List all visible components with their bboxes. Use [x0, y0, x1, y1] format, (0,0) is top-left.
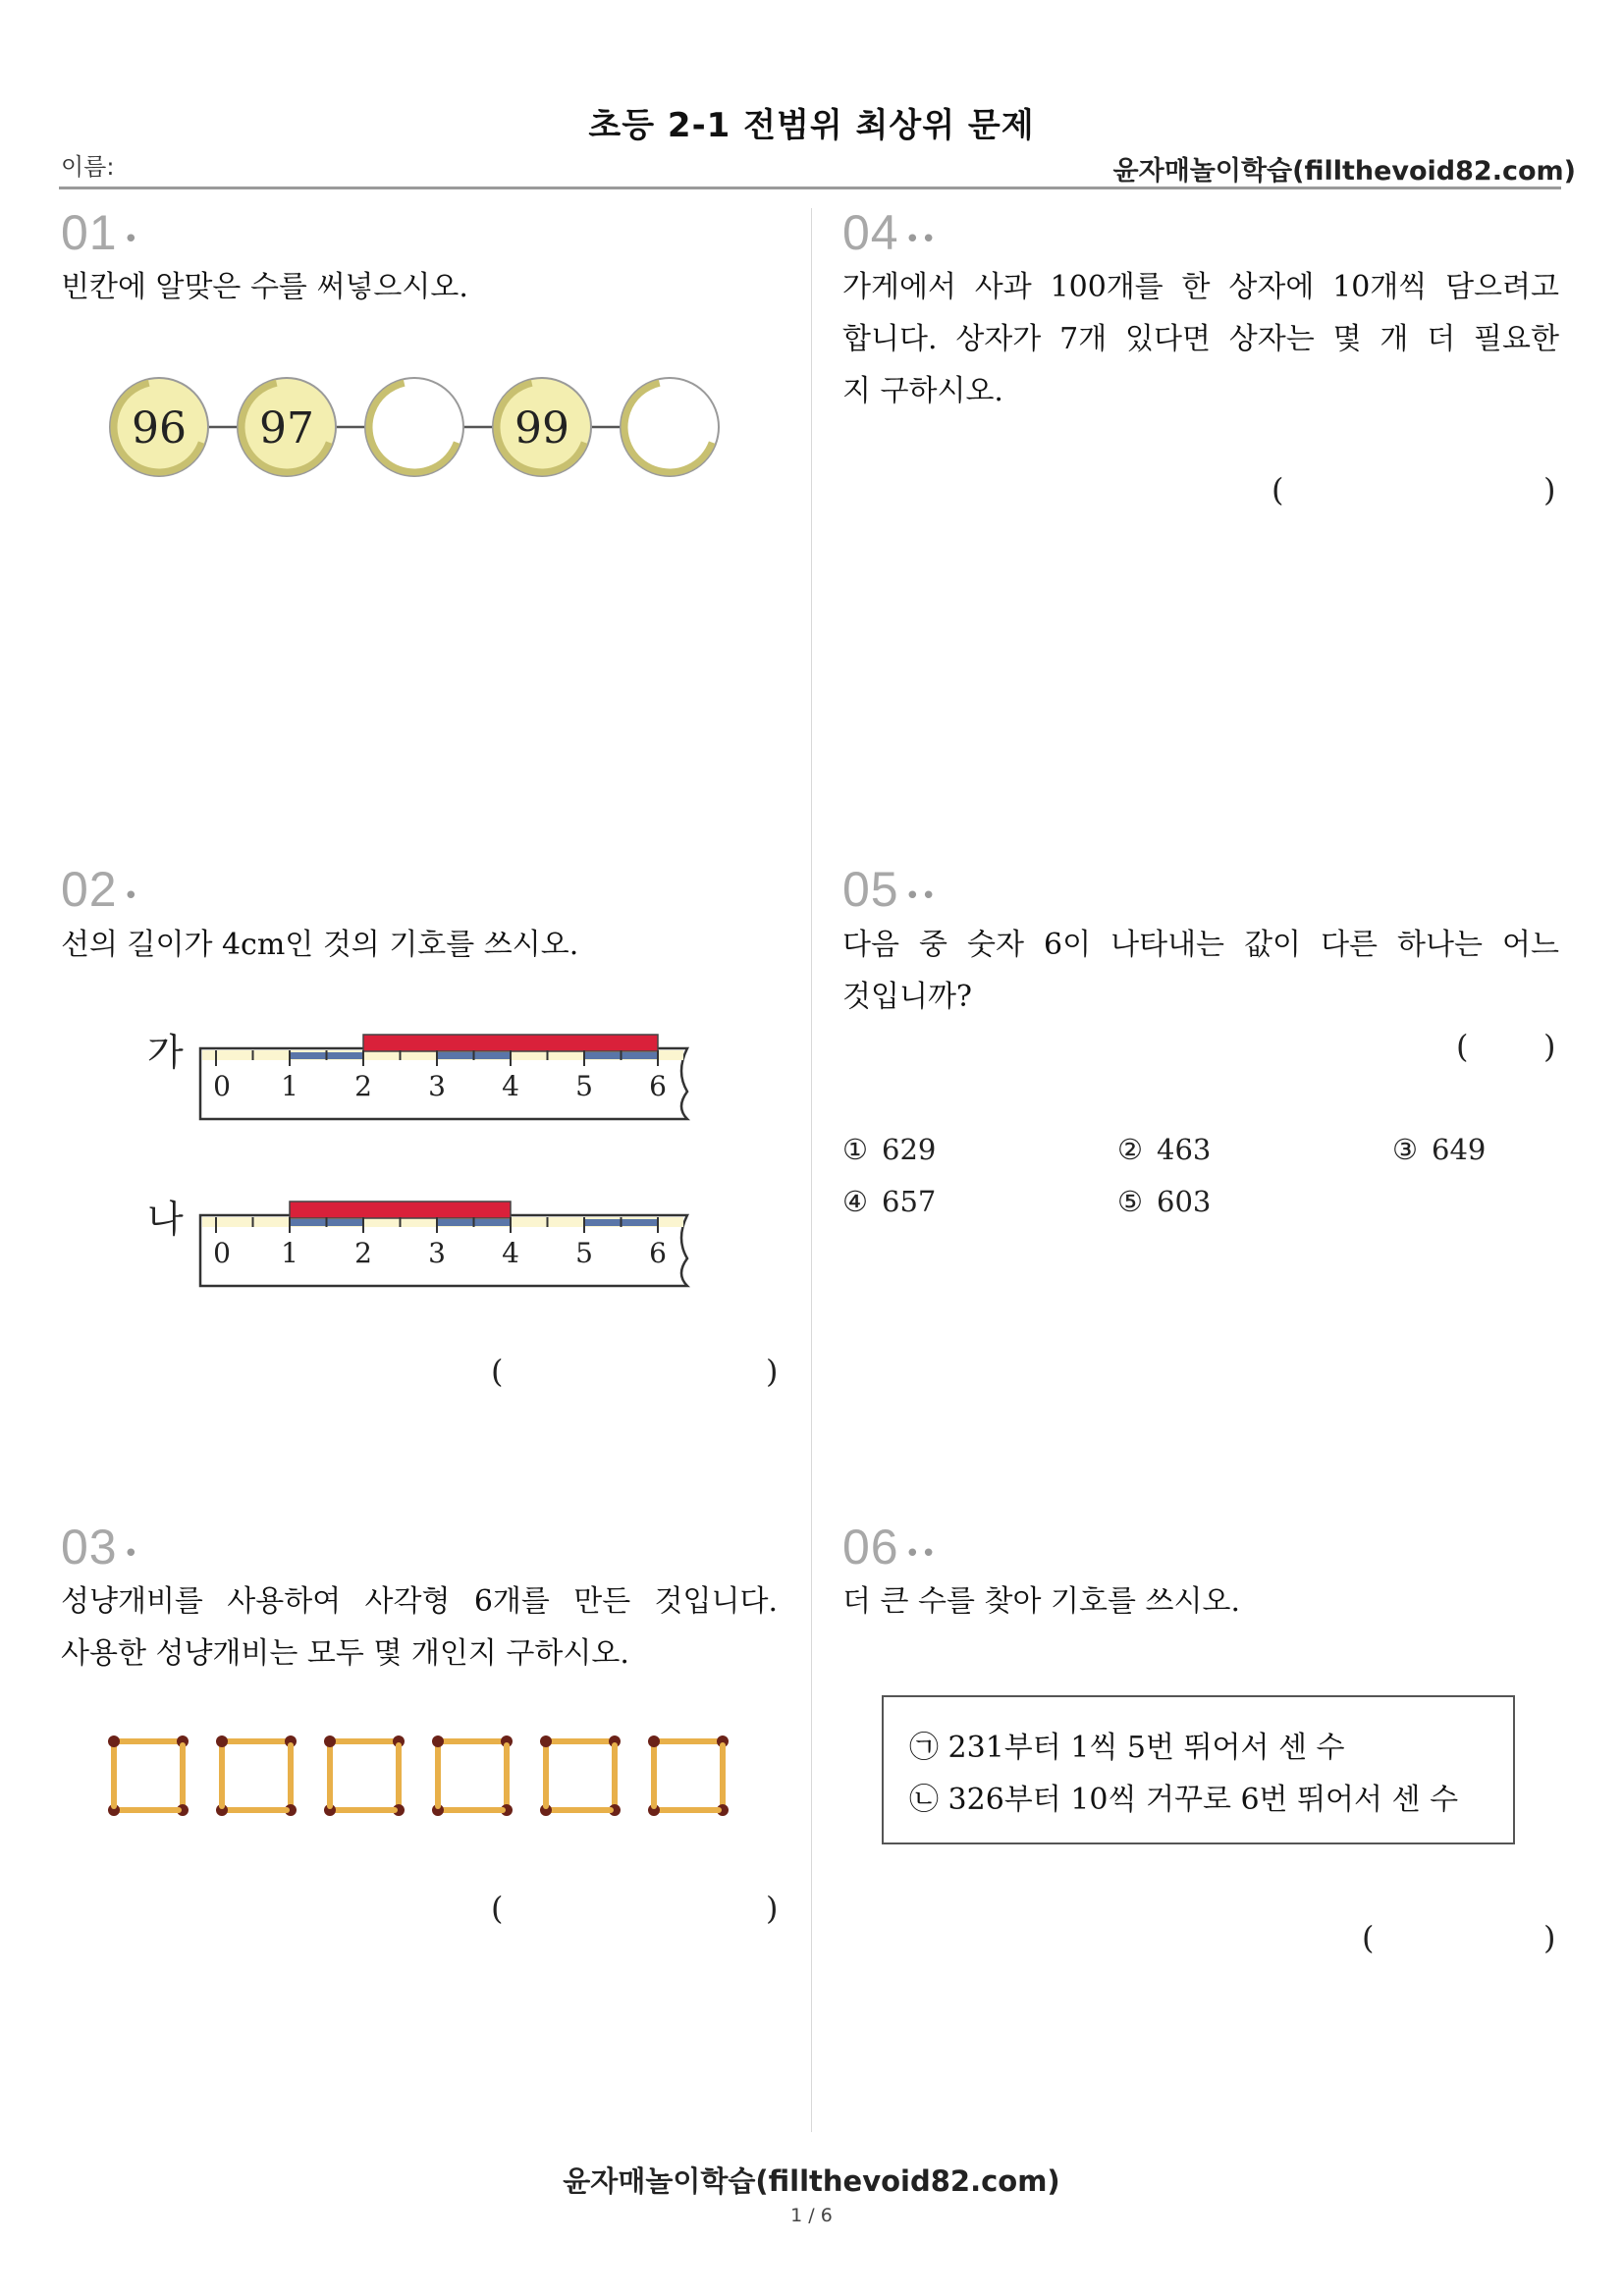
- choice-marker: ⑤: [1117, 1185, 1143, 1218]
- q03-number: 03: [61, 1520, 118, 1575]
- q05-answer-close: ): [1543, 1028, 1556, 1065]
- ruler-tick-label: 0: [213, 1237, 231, 1269]
- q02-text: 선의 길이가 4cm인 것의 기호를 쓰시오.: [61, 928, 579, 962]
- q06-number: 06: [842, 1520, 899, 1575]
- q06-box-item-2: [909, 1775, 1458, 1818]
- ruler-tick-label: 4: [502, 1070, 519, 1102]
- q05-difficulty-dots: ••: [904, 881, 938, 911]
- q06-answer-close: ): [1543, 1919, 1556, 1956]
- q02-answer-open: (: [491, 1353, 504, 1390]
- choice-value: 629: [882, 1133, 937, 1166]
- choice-marker: ③: [1392, 1133, 1418, 1166]
- chain-number: 97: [259, 403, 314, 454]
- q04-answer-open: (: [1271, 471, 1284, 508]
- q04-text-line-1: 가게에서 사과 100개를 한 상자에 10개씩 담으려고: [842, 270, 1559, 304]
- q02-number: 02: [61, 862, 118, 917]
- q05-number: 05: [842, 862, 899, 917]
- choice-marker: ①: [842, 1133, 868, 1166]
- q06-condition-box: [882, 1695, 1515, 1844]
- q01-number: 01: [61, 205, 118, 260]
- box-item-marker: ㉠: [909, 1731, 939, 1765]
- ruler-label: 가: [147, 1031, 184, 1074]
- ruler-tick-label: 5: [575, 1237, 593, 1269]
- choice-value: 463: [1157, 1133, 1212, 1166]
- ruler-tick-label: 2: [354, 1237, 372, 1269]
- choice-marker: ②: [1117, 1133, 1143, 1166]
- question-02-number: [61, 861, 139, 918]
- matchstick-head: [324, 1735, 336, 1747]
- ruler-label: 나: [147, 1198, 184, 1241]
- q03-difficulty-dots: •: [123, 1539, 139, 1569]
- q02-difficulty-dots: •: [123, 881, 139, 911]
- q06-answer-open: (: [1362, 1919, 1375, 1956]
- ruler-tick-label: 4: [502, 1237, 519, 1269]
- ruler-measured-line: [363, 1035, 658, 1051]
- box-item-marker: ㉡: [909, 1783, 939, 1817]
- box-item-text: 231부터 1씩 5번 뛰어서 센 수: [947, 1731, 1345, 1765]
- question-05-number: [842, 861, 937, 918]
- q01-number-chain: [98, 368, 746, 486]
- footer-brand: 윤자매놀이학습(fillthevoid82.com): [563, 2164, 1060, 2198]
- matchstick-head: [108, 1735, 120, 1747]
- q05-choice-1[interactable]: [842, 1133, 936, 1166]
- q03-text-line-1: 성냥개비를 사용하여 사각형 6개를 만든 것입니다.: [61, 1584, 778, 1619]
- q04-answer-close: ): [1543, 471, 1556, 508]
- q06-text: 더 큰 수를 찾아 기호를 쓰시오.: [842, 1584, 1240, 1619]
- ruler-tick-label: 3: [428, 1237, 446, 1269]
- ruler-tick-label: 6: [649, 1237, 667, 1269]
- ruler-tick-label: 1: [281, 1070, 298, 1102]
- q04-text-line-3: 지 구하시오.: [842, 374, 1003, 408]
- ruler-tick-label: 0: [213, 1070, 231, 1102]
- matchstick-head: [540, 1735, 552, 1747]
- q04-text-line-2: 합니다. 상자가 7개 있다면 상자는 몇 개 더 필요한: [842, 322, 1559, 356]
- q05-choice-2[interactable]: [1117, 1133, 1211, 1166]
- q03-matchstick-squares: [98, 1728, 746, 1826]
- q05-text-line-1: 다음 중 숫자 6이 나타내는 값이 다른 하나는 어느: [842, 928, 1559, 962]
- box-item-text: 326부터 10씩 거꾸로 6번 뛰어서 센 수: [947, 1783, 1459, 1817]
- choice-value: 649: [1432, 1133, 1487, 1166]
- q01-text: 빈칸에 알맞은 수를 써넣으시오.: [61, 270, 468, 304]
- page-number: 1 / 6: [790, 2205, 833, 2226]
- q02-answer-close: ): [766, 1353, 779, 1390]
- ruler-tick-label: 6: [649, 1070, 667, 1102]
- choice-value: 657: [882, 1185, 937, 1218]
- matchstick-head: [648, 1735, 660, 1747]
- q05-choice-4[interactable]: [842, 1185, 936, 1218]
- q01-difficulty-dots: •: [123, 225, 139, 254]
- chain-number: 96: [132, 403, 187, 454]
- name-label: 이름:: [61, 153, 115, 181]
- choice-value: 603: [1157, 1185, 1212, 1218]
- choice-marker: ④: [842, 1185, 868, 1218]
- q05-text-line-2: 것입니까?: [842, 980, 973, 1014]
- header-rule: [59, 187, 1561, 189]
- q05-answer-open: (: [1456, 1028, 1469, 1065]
- question-04-number: [842, 204, 937, 261]
- q06-difficulty-dots: ••: [904, 1539, 938, 1569]
- q04-difficulty-dots: ••: [904, 225, 938, 254]
- ruler-measured-line: [290, 1201, 511, 1218]
- ruler-tick-label: 1: [281, 1237, 298, 1269]
- page-title: 초등 2-1 전범위 최상위 문제: [588, 106, 1035, 145]
- q03-answer-close: ): [766, 1890, 779, 1927]
- question-03-number: [61, 1519, 139, 1575]
- q03-answer-open: (: [491, 1890, 504, 1927]
- chain-number: 99: [514, 403, 569, 454]
- q04-number: 04: [842, 205, 899, 260]
- q05-choice-5[interactable]: [1117, 1185, 1211, 1218]
- question-01-number: [61, 204, 139, 261]
- question-06-number: [842, 1519, 937, 1575]
- matchstick-head: [432, 1735, 444, 1747]
- q02-rulers: [137, 1021, 707, 1296]
- q06-box-item-1: [909, 1723, 1344, 1766]
- header-brand: 윤자매놀이학습(fillthevoid82.com): [1112, 156, 1576, 187]
- matchstick-head: [216, 1735, 228, 1747]
- ruler-tick-label: 2: [354, 1070, 372, 1102]
- q05-choice-3[interactable]: [1392, 1133, 1486, 1166]
- column-divider: [811, 208, 812, 2132]
- ruler-tick-label: 5: [575, 1070, 593, 1102]
- ruler-tick-label: 3: [428, 1070, 446, 1102]
- q03-text-line-2: 사용한 성냥개비는 모두 몇 개인지 구하시오.: [61, 1636, 629, 1671]
